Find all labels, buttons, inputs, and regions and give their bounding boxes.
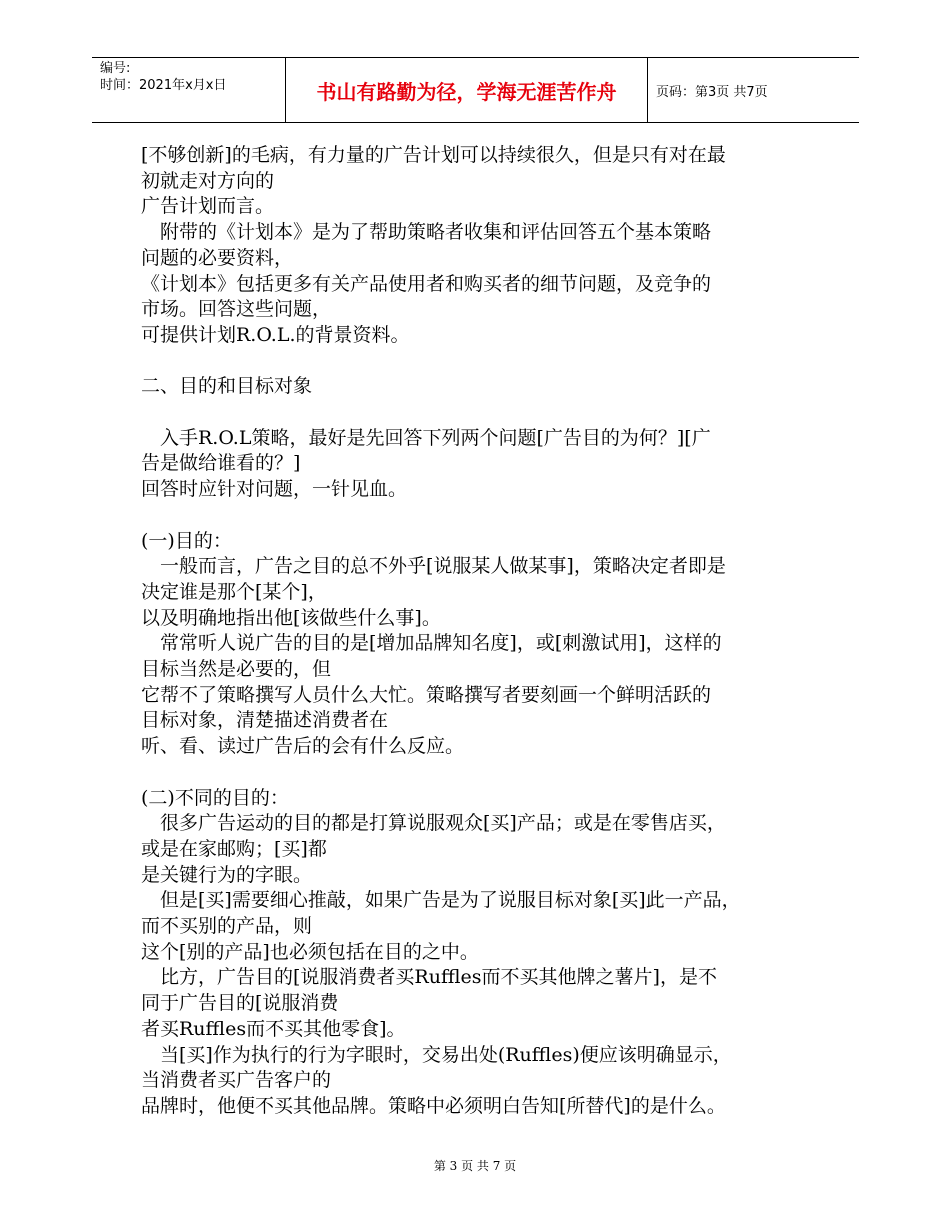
document-body [141, 143, 821, 1120]
body-line: 同于广告目的[说服消费 [141, 992, 339, 1015]
body-line: 比方，广告目的[说服消费者买Ruffles而不买其他牌之薯片]，是不 [141, 966, 717, 989]
body-line: 附带的《计划本》是为了帮助策略者收集和评估回答五个基本策略 [141, 221, 712, 244]
blank-line [141, 760, 821, 786]
body-line: 广告计划而言。 [141, 195, 275, 218]
body-line: [不够创新]的毛病，有力量的广告计划可以持续很久，但是只有对在最 [141, 144, 726, 166]
body-line: 当[买]作为执行的行为字眼时，交易出处(Ruffles)便应该明确显示， [141, 1043, 732, 1066]
document-date-label: 时间：2021年x月x日 [100, 78, 227, 93]
body-line: 市场。回答这些问题， [141, 298, 332, 321]
body-line: 这个[别的产品]也必须包括在目的之中。 [141, 940, 479, 963]
body-line: 决定谁是那个[某个]， [141, 580, 327, 603]
blank-line [141, 503, 821, 529]
body-line: 入手R.O.L策略，最好是先回答下列两个问题[广告目的为何？][广 [141, 426, 711, 449]
body-line: 回答时应针对问题，一针见血。 [141, 478, 408, 501]
body-line: 而不买别的产品，则 [141, 915, 313, 938]
blank-line [141, 349, 821, 375]
body-line: 以及明确地指出他[该做些什么事]。 [141, 606, 441, 629]
body-line: 它帮不了策略撰写人员什么大忙。策略撰写者要刻画一个鲜明活跃的 [141, 683, 712, 706]
body-line: 一般而言，广告之目的总不外乎[说服某人做某事]，策略决定者即是 [141, 555, 726, 578]
body-line: 可提供计划R.O.L.的背景资料。 [141, 323, 410, 346]
header-page-info: 页码：第3页 共7页 [656, 84, 768, 100]
header-meta [92, 58, 285, 122]
body-line: 很多广告运动的目的都是打算说服观众[买]产品；或是在零售店买， [141, 812, 726, 835]
body-line: (一)目的： [141, 529, 232, 552]
body-line: 问题的必要资料， [141, 246, 294, 269]
body-line: (二)不同的目的： [141, 786, 289, 809]
blank-line [141, 400, 821, 426]
body-line: 初就走对方向的 [141, 169, 275, 192]
body-line: 二、目的和目标对象 [141, 375, 313, 398]
body-line: 目标对象，清楚描述消费者在 [141, 709, 389, 732]
body-line: 当消费者买广告客户的 [141, 1069, 332, 1092]
document-number-label: 编号: [100, 61, 131, 76]
page-footer: 第 3 页 共 7 页 [433, 1159, 517, 1173]
body-line: 是关键行为的字眼。 [141, 863, 313, 886]
body-line: 《计划本》包括更多有关产品使用者和购买者的细节问题，及竞争的 [141, 272, 712, 295]
body-line: 者买Ruffles而不买其他零食]。 [141, 1017, 406, 1040]
body-line: 品牌时，他便不买其他品牌。策略中必须明白告知[所替代]的是什么。 [141, 1094, 726, 1117]
body-line: 或是在家邮购；[买]都 [141, 837, 327, 860]
body-line: 告是做给谁看的？] [141, 452, 301, 475]
body-line: 听、看、读过广告后的会有什么反应。 [141, 735, 465, 758]
body-line: 但是[买]需要细心推敲，如果广告是为了说服目标对象[买]此一产品， [141, 889, 741, 912]
page-header [92, 57, 859, 123]
header-motto: 书山有路勤为径，学海无涯苦作舟 [285, 58, 648, 122]
body-line: 常常听人说广告的目的是[增加品牌知名度]，或[刺激试用]，这样的 [141, 632, 722, 655]
body-line: 目标当然是必要的，但 [141, 658, 332, 681]
